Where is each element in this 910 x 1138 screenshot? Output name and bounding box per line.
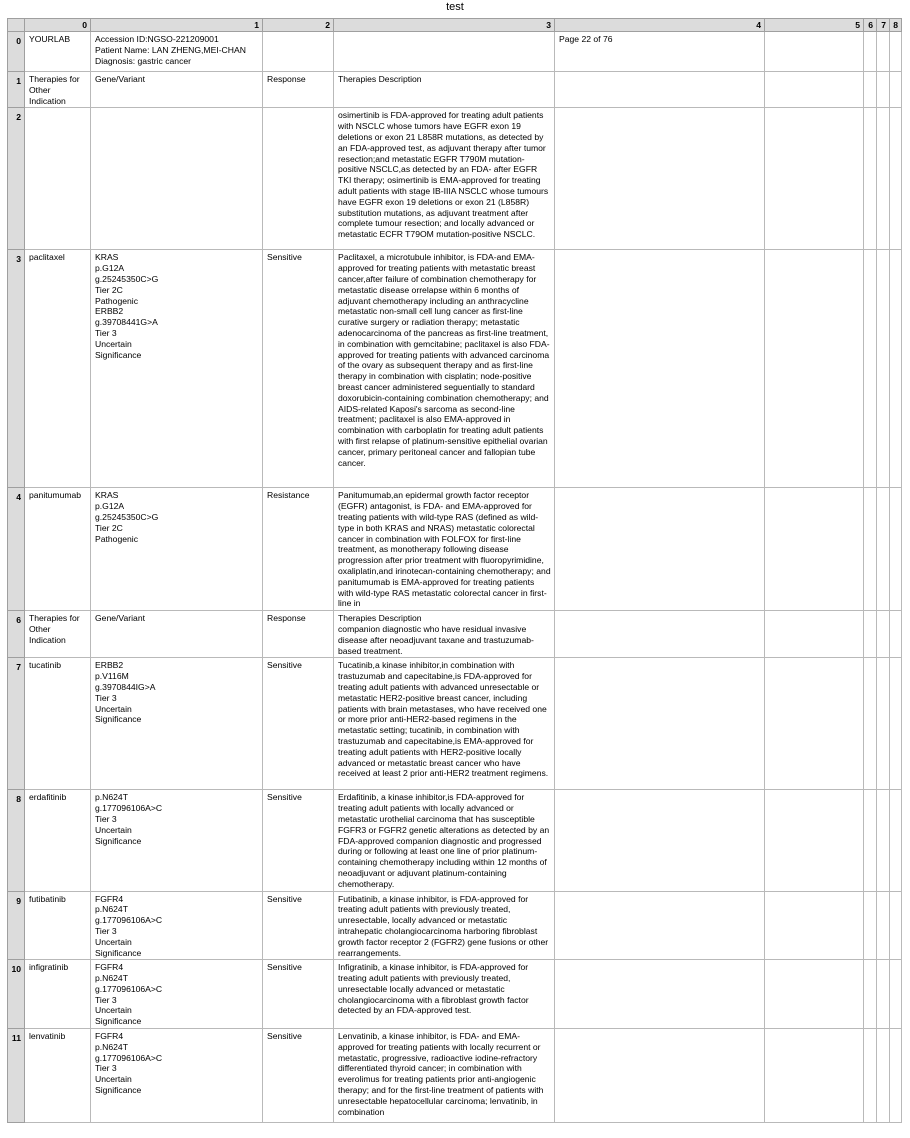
row-header[interactable]: 3 [8,250,25,488]
table-row [8,72,902,108]
grid-cell[interactable] [877,960,890,1029]
grid-cell[interactable] [765,32,864,72]
grid-cell[interactable] [890,108,902,250]
grid-cell[interactable]: Erdafitinib, a kinase inhibitor,is FDA-approved for treating adult patients with locally advanced or metastatic urothelial carcinoma that has susceptible FGFR3 or FGFR2 genetic alterations as detected by an FDA-approved companion diagnostic and progressed during or following at least one line of prior platinum-containing chemotherapy including within 12 months of neoadjuvant or adjuvant platinum-containing chemotherapy. [334,790,555,891]
grid-cell[interactable] [877,108,890,250]
table-row [8,960,902,1029]
grid-cell[interactable] [555,891,765,960]
grid-cell[interactable]: Gene/Variant [91,72,263,108]
grid-cell[interactable] [864,250,877,488]
table-row [8,1029,902,1123]
grid-cell[interactable]: Therapies Description [334,72,555,108]
grid-cell[interactable] [91,108,263,250]
grid-cell[interactable] [877,32,890,72]
column-header-row [8,19,902,32]
grid-cell[interactable] [890,658,902,790]
row-header[interactable]: 11 [8,1029,25,1123]
grid-cell[interactable]: Lenvatinib, a kinase inhibitor, is FDA- and EMA-approved for treating patients with locally recurrent or metastatic, progressive, radioactive iodine-refractory differentiated thyroid cancer; in combination with everolimus for treating patients prior anti-angiogenic therapy; and for the first-line treatment of patients with unresectable hepatocellular carcinoma; lenvatinib, in combination [334,1029,555,1123]
grid-cell[interactable]: Sensitive [263,1029,334,1123]
grid-cell[interactable]: FGFR4 p.N624T g.177096106A>C Tier 3 Uncertain Significance [91,891,263,960]
column-header-6[interactable]: 6 [864,19,877,32]
row-header[interactable]: 1 [8,72,25,108]
grid-cell[interactable]: tucatinib [25,658,91,790]
grid-cell[interactable] [864,611,877,658]
grid-cell[interactable] [864,960,877,1029]
grid-cell[interactable] [890,960,902,1029]
table-row [8,32,902,72]
row-header[interactable]: 6 [8,611,25,658]
grid-cell[interactable]: Response [263,72,334,108]
grid-cell[interactable] [765,250,864,488]
grid-cell[interactable] [890,611,902,658]
table-row [8,891,902,960]
grid-cell[interactable]: infigratinib [25,960,91,1029]
grid-cell[interactable] [877,611,890,658]
grid-cell[interactable] [555,108,765,250]
grid-cell[interactable]: Sensitive [263,250,334,488]
grid-cell[interactable]: KRAS p.G12A g.25245350C>G Tier 2C Pathogenic [91,488,263,611]
grid-cell[interactable] [555,611,765,658]
grid-cell[interactable]: Sensitive [263,960,334,1029]
grid-cell[interactable] [877,488,890,611]
table-row [8,488,902,611]
grid-cell[interactable] [864,72,877,108]
grid-cell[interactable] [890,32,902,72]
grid-cell[interactable]: p.N624T g.177096106A>C Tier 3 Uncertain Significance [91,790,263,891]
grid-cell[interactable]: Tucatinib,a kinase inhibitor,in combination with trastuzumab and capecitabine,is FDA-approved for treating adult patients with advanced unresectable or metastatic HER2-positive breast cancer, including patients with brain metastases, who have received one or more prior anti-HER2-based regimens in the metastatic setting; tucatinib, in combination with trastuzumab and capecitabine,is EMA-approved for treating adult patients with HER2-positive locally advanced or metastatic breast cancer who have received at least 2 prior anti-HER2 treatment regimens. [334,658,555,790]
grid-cell[interactable] [555,72,765,108]
grid-cell[interactable] [877,250,890,488]
row-header[interactable]: 7 [8,658,25,790]
grid-cell[interactable] [555,658,765,790]
column-header-5[interactable]: 5 [765,19,864,32]
grid-cell[interactable]: Sensitive [263,891,334,960]
grid-cell[interactable] [890,790,902,891]
grid-cell[interactable] [765,960,864,1029]
grid-cell[interactable] [890,488,902,611]
row-header[interactable]: 4 [8,488,25,611]
grid-cell[interactable]: FGFR4 p.N624T g.177096106A>C Tier 3 Uncertain Significance [91,1029,263,1123]
grid-cell[interactable] [765,658,864,790]
column-header-4[interactable]: 4 [555,19,765,32]
grid-cell[interactable] [877,1029,890,1123]
grid-cell[interactable] [890,72,902,108]
column-header-8[interactable]: 8 [890,19,902,32]
grid-cell[interactable] [890,1029,902,1123]
column-header-2[interactable]: 2 [263,19,334,32]
grid-cell[interactable]: Panitumumab,an epidermal growth factor receptor (EGFR) antagonist, is FDA- and EMA-approved for treating patients with wild-type RAS (defined as wild-type in both KRAS and NRAS) metastatic colorectal cancer in combination with FOLFOX for first-line treatment, as monotherapy following disease progression after prior treatment with fluoropyrimidine, oxaliplatin,and irinotecan-containing chemotherapy; and panitumumab is EMA-approved for treating patients with wild-type RAS metastatic colorectal cancer in first-line in [334,488,555,611]
grid-cell[interactable] [890,891,902,960]
grid-cell[interactable] [864,32,877,72]
grid-cell[interactable] [864,488,877,611]
row-header[interactable]: 2 [8,108,25,250]
grid-cell[interactable] [765,790,864,891]
grid-cell[interactable] [765,72,864,108]
grid-cell[interactable]: Therapies for Other Indication [25,72,91,108]
table-row [8,611,902,658]
grid-cell[interactable] [864,108,877,250]
grid-cell[interactable]: futibatinib [25,891,91,960]
grid-cell[interactable]: ERBB2 p.V116M g.3970844IG>A Tier 3 Uncertain Significance [91,658,263,790]
grid-cell[interactable]: Therapies for Other Indication [25,611,91,658]
grid-cell[interactable]: Page 22 of 76 [555,32,765,72]
grid-cell[interactable] [765,108,864,250]
grid-cell[interactable] [555,960,765,1029]
grid-cell[interactable]: Resistance [263,488,334,611]
grid-cell[interactable] [864,891,877,960]
row-header[interactable]: 9 [8,891,25,960]
grid-cell[interactable] [555,1029,765,1123]
grid-cell[interactable]: Accession ID:NGSO-221209001 Patient Name: LAN ZHENG,MEI-CHAN Diagnosis: gastric cancer [91,32,263,72]
column-header-3[interactable]: 3 [334,19,555,32]
grid-cell[interactable]: Response [263,611,334,658]
grid-cell[interactable] [877,891,890,960]
table-row [8,250,902,488]
grid-cell[interactable]: Paclitaxel, a microtubule inhibitor, is FDA-and EMA-approved for treating patients with metastatic breast cancer,after failure of combination chemotherapy for metastatic disease orrelapse within 6 months of adjuvant chemotherapy including an anthracycline metastatic non-small cell lung cancer as first-line curative surgery or radiation therapy; metastatic adenocarcinoma of the pancreas as first-line treatment, in combination with gemcitabine; paclitaxel is also FDA-approved for treating patients with advanced carcinoma of the ovary as subsequent therapy and as first-line therapy in combination with cisplatin; node-positive breast cancer administered seguentially to standard doxorubicin-containing combination chemotherapy; and AIDS-related Kaposi's sarcoma as second-line treatment; paclitaxel is also EMA-approved in combination with carboplatin for treating adult patients with first relapse of platinum-sensitive epithelial ovarian cancer, primary peritoneal cancer and fallopian tube cancer. [334,250,555,488]
grid-cell[interactable]: lenvatinib [25,1029,91,1123]
grid-cell[interactable]: panitumumab [25,488,91,611]
grid-cell[interactable] [877,72,890,108]
grid-cell[interactable] [877,658,890,790]
grid-cell[interactable] [765,488,864,611]
grid-cell[interactable] [864,658,877,790]
grid-cell[interactable]: KRAS p.G12A g.25245350C>G Tier 2C Pathogenic ERBB2 g.39708441G>A Tier 3 Uncertain Significance [91,250,263,488]
grid-cell[interactable] [765,891,864,960]
grid-cell[interactable]: Futibatinib, a kinase inhibitor, is FDA-approved for treating adult patients with previously treated, unresectable, locally advanced or metastatic intrahepatic cholangiocarcinoma harboring fibroblast growth factor receptor 2 (FGFR2) gene fusions or other rearrangements. [334,891,555,960]
grid-cell[interactable] [877,790,890,891]
grid-cell[interactable] [555,488,765,611]
grid-cell[interactable]: Infigratinib, a kinase inhibitor, is FDA-approved for treating adult patients with previously treated, unresectable locally advanced or metastatic cholangiocarcinoma with a fibroblast growth factor detected by an FDA-approved test. [334,960,555,1029]
grid-cell[interactable]: Therapies Description companion diagnostic who have residual invasive disease after neoadjuvant taxane and trastuzumab-based treatment. [334,611,555,658]
table-row [8,108,902,250]
sheet-title: test [446,1,464,13]
grid-cell[interactable] [25,108,91,250]
grid-cell[interactable] [334,32,555,72]
row-header[interactable]: 0 [8,32,25,72]
grid-cell[interactable] [263,108,334,250]
grid-cell[interactable] [263,32,334,72]
grid-cell[interactable] [864,790,877,891]
grid-cell[interactable]: paclitaxel [25,250,91,488]
grid-cell[interactable] [864,1029,877,1123]
table-row [8,790,902,891]
grid-cell[interactable]: YOURLAB [25,32,91,72]
grid-cell[interactable] [765,1029,864,1123]
column-header-1[interactable]: 1 [91,19,263,32]
corner-cell[interactable] [8,19,25,32]
grid-cell[interactable]: erdafitinib [25,790,91,891]
grid-cell[interactable]: Sensitive [263,658,334,790]
column-header-0[interactable]: 0 [25,19,91,32]
grid-cell[interactable] [765,611,864,658]
grid-cell[interactable]: osimertinib is FDA-approved for treating adult patients with NSCLC whose tumors have EGFR exon 19 deletions or exon 21 L858R mutations, as detected by an FDA-approved test, as adjuvant therapy after tumor resection;and metastatic EGFR T790M mutation-positive NSCLC,as detected by an FDA- after EGFR TKI therapy; osimertinib is EMA-approved for treating adult patients with stage IB-IIIA NSCLC whose tumours have EGFR exon 19 deletions or exon 21 (L858R) substitution mutations, as adjuvant treatment after complete tumour resection; and locally advanced or metastatic ECFR T79OM mutation-positive NSCLC. [334,108,555,250]
table-row [8,658,902,790]
grid-cell[interactable]: FGFR4 p.N624T g.177096106A>C Tier 3 Uncertain Significance [91,960,263,1029]
column-header-7[interactable]: 7 [877,19,890,32]
row-header[interactable]: 10 [8,960,25,1029]
row-header[interactable]: 8 [8,790,25,891]
grid-cell[interactable] [555,250,765,488]
grid-cell[interactable] [555,790,765,891]
grid-cell[interactable]: Sensitive [263,790,334,891]
spreadsheet-grid [7,18,902,1123]
grid-cell[interactable] [890,250,902,488]
grid-cell[interactable]: Gene/Variant [91,611,263,658]
